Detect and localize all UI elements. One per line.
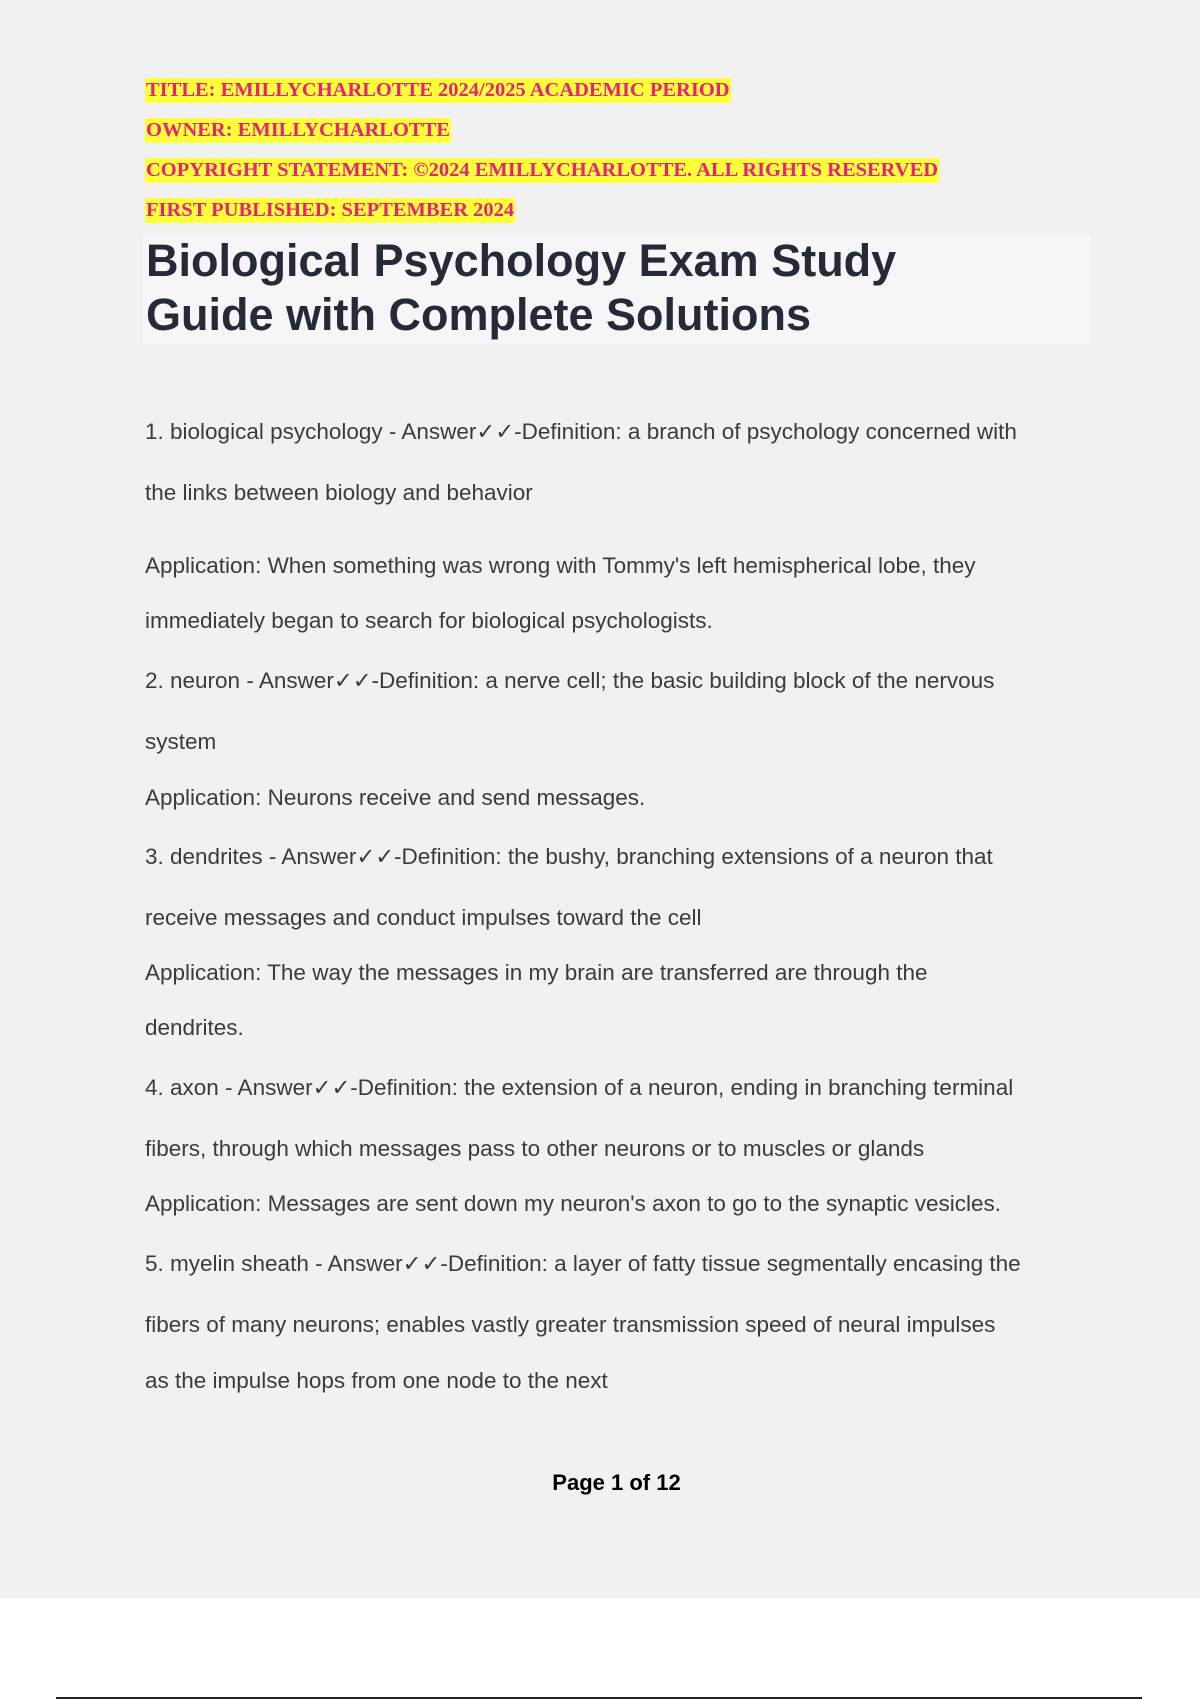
meta-published-text: FIRST PUBLISHED: SEPTEMBER 2024 (146, 199, 515, 221)
content-line: system (145, 729, 217, 754)
document-title (143, 234, 1091, 342)
content-line: 2. neuron - Answer✓✓-Definition: a nerve cell; the basic building block of the nervous (145, 668, 995, 693)
meta-copyright-line (145, 150, 1095, 190)
meta-published-line (145, 190, 1095, 230)
content-line: 4. axon - Answer✓✓-Definition: the extension of a neuron, ending in branching terminal (145, 1075, 1014, 1100)
meta-title-line (145, 70, 1095, 110)
content-line: 5. myelin sheath - Answer✓✓-Definition: a layer of fatty tissue segmentally encasing the (145, 1251, 1021, 1276)
content-line: Application: When something was wrong with Tommy's left hemispherical lobe, they (145, 553, 976, 578)
content-line: Application: Neurons receive and send messages. (145, 785, 646, 810)
page-number: Page 1 of 12 (552, 1470, 681, 1495)
document-title-block (143, 234, 1091, 344)
content-line: fibers of many neurons; enables vastly greater transmission speed of neural impulses (145, 1312, 996, 1337)
content-line: 3. dendrites - Answer✓✓-Definition: the bushy, branching extensions of a neuron that (145, 844, 993, 869)
content-line: fibers, through which messages pass to other neurons or to muscles or glands (145, 1136, 925, 1161)
meta-title-text: TITLE: EMILLYCHARLOTTE 2024/2025 ACADEMIC PERIOD (146, 79, 730, 101)
meta-owner-line (145, 110, 1095, 150)
meta-owner-text: OWNER: EMILLYCHARLOTTE (146, 119, 450, 141)
meta-copyright-text: COPYRIGHT STATEMENT: ©2024 EMILLYCHARLOTTE. ALL RIGHTS RESERVED (146, 159, 939, 181)
content-line: dendrites. (145, 1015, 244, 1040)
document-title-line-2: Guide with Complete Solutions (146, 289, 812, 340)
content-line: 1. biological psychology - Answer✓✓-Definition: a branch of psychology concerned with (145, 419, 1017, 444)
content-line: as the impulse hops from one node to the next (145, 1368, 608, 1393)
content-line: receive messages and conduct impulses toward the cell (145, 905, 702, 930)
content-line: the links between biology and behavior (145, 480, 533, 505)
bottom-divider (56, 1697, 1142, 1699)
content-line: immediately began to search for biological psychologists. (145, 608, 713, 633)
document-metadata (145, 70, 1095, 230)
content-line: Application: Messages are sent down my neuron's axon to go to the synaptic vesicles. (145, 1191, 1002, 1216)
document-title-line-1: Biological Psychology Exam Study (146, 235, 897, 286)
content-line: Application: The way the messages in my brain are transferred are through the (145, 960, 928, 985)
